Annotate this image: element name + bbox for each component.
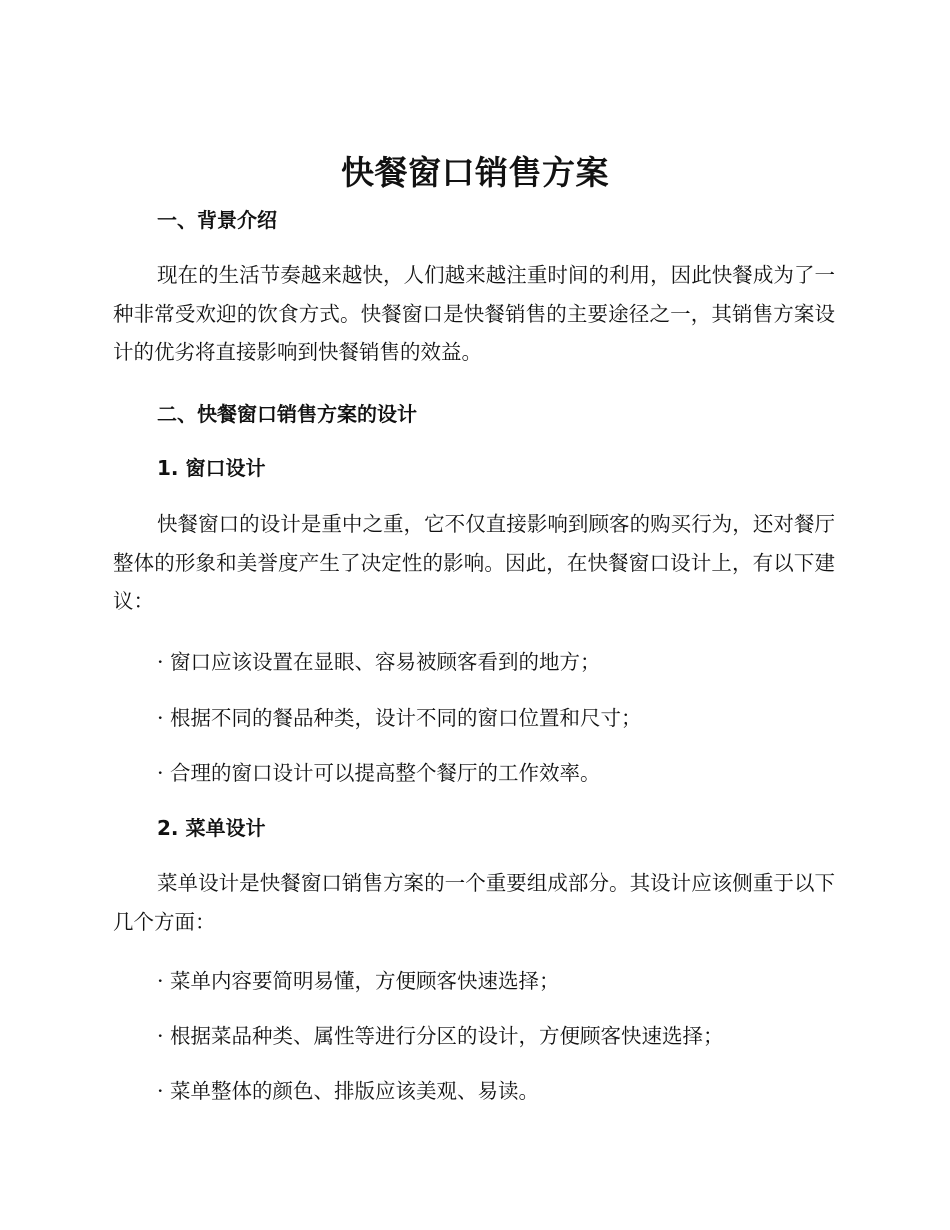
menu-design-bullet: · 菜单内容要简明易懂，方便顾客快速选择； <box>157 969 560 993</box>
menu-design-bullet: · 菜单整体的颜色、排版应该美观、易读。 <box>157 1079 540 1103</box>
subsection-heading-menu-design: 2. 菜单设计 <box>157 816 266 840</box>
window-design-paragraph: 快餐窗口的设计是重中之重，它不仅直接影响到顾客的购买行为，还对餐厅整体的形象和美誉度产生了决定性的影响。因此，在快餐窗口设计上，有以下建议： <box>113 512 835 613</box>
section-heading-design: 二、快餐窗口销售方案的设计 <box>157 402 417 426</box>
document-title: 快餐窗口销售方案 <box>341 153 609 192</box>
menu-design-bullet: · 根据菜品种类、属性等进行分区的设计，方便顾客快速选择； <box>157 1024 724 1048</box>
menu-design-paragraph: 菜单设计是快餐窗口销售方案的一个重要组成部分。其设计应该侧重于以下几个方面： <box>113 871 835 934</box>
section-heading-background: 一、背景介绍 <box>157 208 277 232</box>
window-design-bullet: · 根据不同的餐品种类，设计不同的窗口位置和尺寸； <box>157 706 642 730</box>
window-design-bullet: · 窗口应该设置在显眼、容易被顾客看到的地方； <box>157 650 601 674</box>
window-design-bullet: · 合理的窗口设计可以提高整个餐厅的工作效率。 <box>157 761 601 785</box>
background-paragraph: 现在的生活节奏越来越快，人们越来越注重时间的利用，因此快餐成为了一种非常受欢迎的饮食方式。快餐窗口是快餐销售的主要途径之一，其销售方案设计的优劣将直接影响到快餐销售的效益。 <box>113 263 835 364</box>
subsection-heading-window-design: 1. 窗口设计 <box>157 456 266 480</box>
